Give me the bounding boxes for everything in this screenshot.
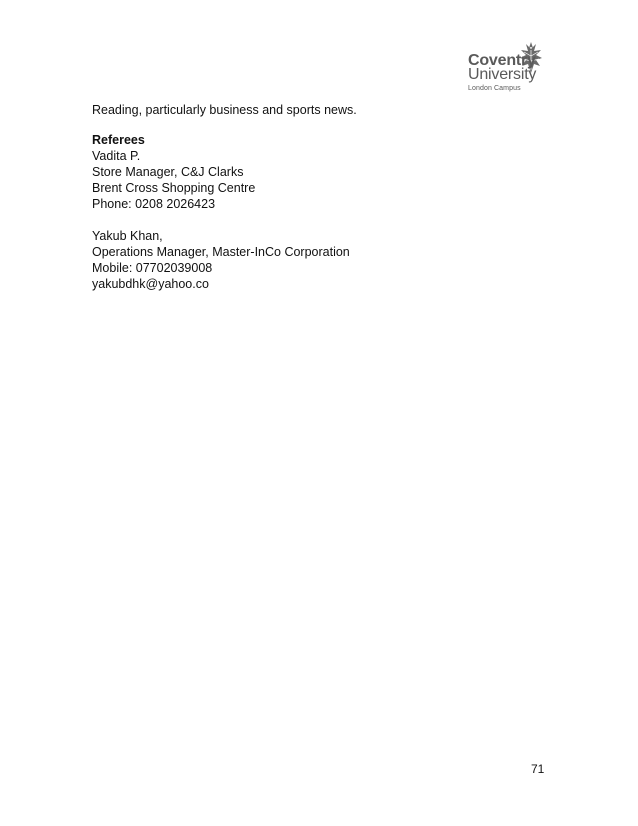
referee-1-phone: Phone: 0208 2026423 [92, 197, 216, 211]
logo-name-line2: University [468, 66, 537, 83]
cv-content [92, 102, 562, 292]
logo-wordmark [468, 52, 537, 94]
referee-1-location: Brent Cross Shopping Centre [92, 181, 256, 195]
page-number: 71 [531, 762, 545, 776]
logo-campus: London Campus [468, 85, 521, 92]
referee-2-email: yakubdhk@yahoo.co [92, 277, 209, 291]
referee-2-name: Yakub Khan, [92, 229, 163, 243]
referee-1-title: Store Manager, C&J Clarks [92, 165, 244, 179]
logo-name-line1: Coventry [468, 52, 536, 69]
referee-1-name: Vadita P. [92, 149, 141, 163]
referee-1 [92, 148, 562, 212]
referee-2-title: Operations Manager, Master-InCo Corporation [92, 245, 350, 259]
referee-2 [92, 228, 562, 292]
interests-text: Reading, particularly business and sports news. [92, 103, 357, 117]
spacer [92, 212, 562, 228]
referees-heading: Referees [92, 133, 145, 147]
university-logo [468, 40, 548, 100]
referee-2-mobile: Mobile: 07702039008 [92, 261, 213, 275]
